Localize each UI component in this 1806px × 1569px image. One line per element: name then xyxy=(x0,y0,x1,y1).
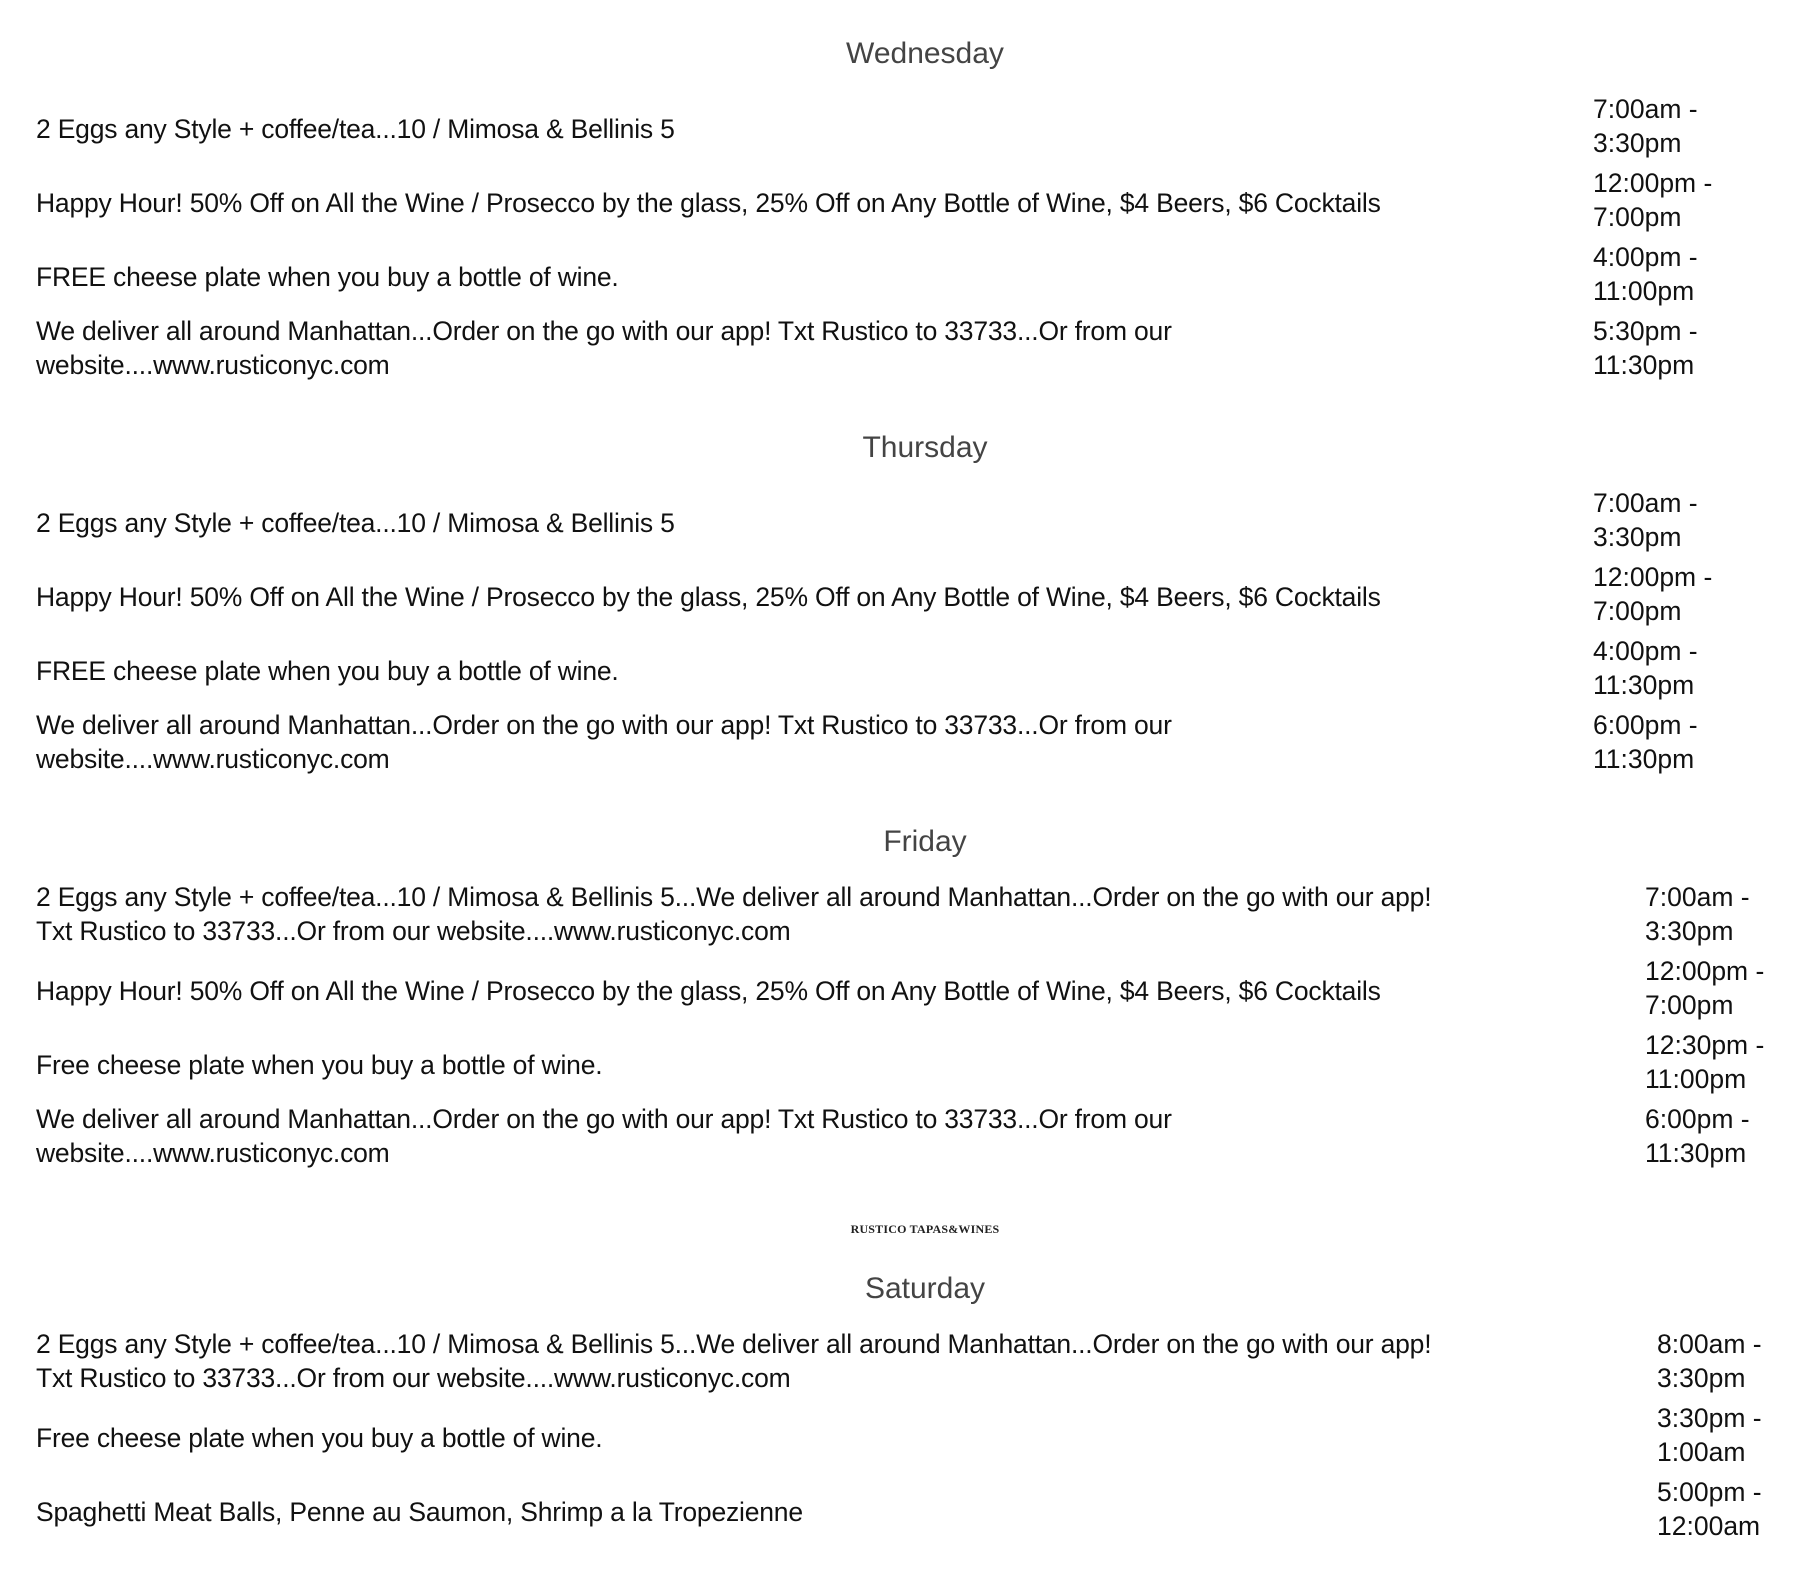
special-description: Happy Hour! 50% Off on All the Wine / Prosecco by the glass, 25% Off on Any Bottle of Wine, $4 Beers, $6 Cocktails xyxy=(36,188,1381,218)
special-item xyxy=(0,240,1806,314)
special-description: 2 Eggs any Style + coffee/tea...10 / Mimosa & Bellinis 5 xyxy=(36,114,675,144)
brand-label: RUSTICO TAPAS&WINES xyxy=(850,1222,1000,1236)
special-time: 6:00pm - 11:30pm xyxy=(1645,1104,1750,1168)
special-item xyxy=(0,314,1806,388)
special-description: We deliver all around Manhattan...Order on the go with our app! Txt Rustico to 33733...Or from our website....www.rusticonyc.com xyxy=(36,316,1172,380)
special-time: 4:00pm - 11:00pm xyxy=(1593,242,1698,306)
special-description: FREE cheese plate when you buy a bottle of wine. xyxy=(36,262,619,292)
special-description: FREE cheese plate when you buy a bottle of wine. xyxy=(36,656,619,686)
special-item xyxy=(0,880,1806,954)
special-time: 7:00am - 3:30pm xyxy=(1593,488,1698,552)
special-time: 12:00pm - 7:00pm xyxy=(1593,168,1713,232)
specials-list xyxy=(0,880,1806,1176)
special-time: 12:00pm - 7:00pm xyxy=(1593,562,1713,626)
specials-list xyxy=(0,1327,1806,1549)
specials-list xyxy=(0,486,1806,782)
special-item xyxy=(0,560,1806,634)
day-heading-thursday: Thursday xyxy=(862,431,988,464)
special-item xyxy=(0,1327,1806,1401)
special-description: 2 Eggs any Style + coffee/tea...10 / Mimosa & Bellinis 5 xyxy=(36,508,675,538)
special-description: Happy Hour! 50% Off on All the Wine / Prosecco by the glass, 25% Off on Any Bottle of Wine, $4 Beers, $6 Cocktails xyxy=(36,582,1381,612)
special-description: 2 Eggs any Style + coffee/tea...10 / Mimosa & Bellinis 5...We deliver all around Manhattan...Order on the go with our app! Txt Rustico to 33733...Or from our website....www.rusticonyc.com xyxy=(36,1329,1432,1393)
special-time: 6:00pm - 11:30pm xyxy=(1593,710,1698,774)
special-item xyxy=(0,486,1806,560)
special-description: 2 Eggs any Style + coffee/tea...10 / Mimosa & Bellinis 5...We deliver all around Manhattan...Order on the go with our app! Txt Rustico to 33733...Or from our website....www.rusticonyc.com xyxy=(36,882,1432,946)
day-heading-friday: Friday xyxy=(883,825,967,858)
special-item xyxy=(0,166,1806,240)
special-item xyxy=(0,92,1806,166)
special-item xyxy=(0,708,1806,782)
special-time: 7:00am - 3:30pm xyxy=(1645,882,1750,946)
special-time: 3:30pm - 1:00am xyxy=(1657,1403,1762,1467)
special-description: Free cheese plate when you buy a bottle of wine. xyxy=(36,1050,603,1080)
special-description: Free cheese plate when you buy a bottle of wine. xyxy=(36,1423,603,1453)
day-heading-wednesday: Wednesday xyxy=(846,37,1004,70)
special-time: 7:00am - 3:30pm xyxy=(1593,94,1698,158)
specials-list xyxy=(0,92,1806,388)
day-heading-saturday: Saturday xyxy=(864,1272,986,1305)
special-time: 8:00am - 3:30pm xyxy=(1657,1329,1762,1393)
special-item xyxy=(0,954,1806,1028)
special-description: Spaghetti Meat Balls, Penne au Saumon, Shrimp a la Tropezienne xyxy=(36,1497,803,1527)
special-item xyxy=(0,1102,1806,1176)
special-item xyxy=(0,1475,1806,1549)
special-time: 5:30pm - 11:30pm xyxy=(1593,316,1698,380)
special-time: 12:30pm - 11:00pm xyxy=(1645,1030,1765,1094)
special-description: Happy Hour! 50% Off on All the Wine / Prosecco by the glass, 25% Off on Any Bottle of Wine, $4 Beers, $6 Cocktails xyxy=(36,976,1381,1006)
special-description: We deliver all around Manhattan...Order on the go with our app! Txt Rustico to 33733...Or from our website....www.rusticonyc.com xyxy=(36,710,1172,774)
special-item xyxy=(0,1028,1806,1102)
special-description: We deliver all around Manhattan...Order on the go with our app! Txt Rustico to 33733...Or from our website....www.rusticonyc.com xyxy=(36,1104,1172,1168)
special-time: 12:00pm - 7:00pm xyxy=(1645,956,1765,1020)
special-time: 4:00pm - 11:30pm xyxy=(1593,636,1698,700)
special-item xyxy=(0,634,1806,708)
special-time: 5:00pm - 12:00am xyxy=(1657,1477,1762,1541)
special-item xyxy=(0,1401,1806,1475)
